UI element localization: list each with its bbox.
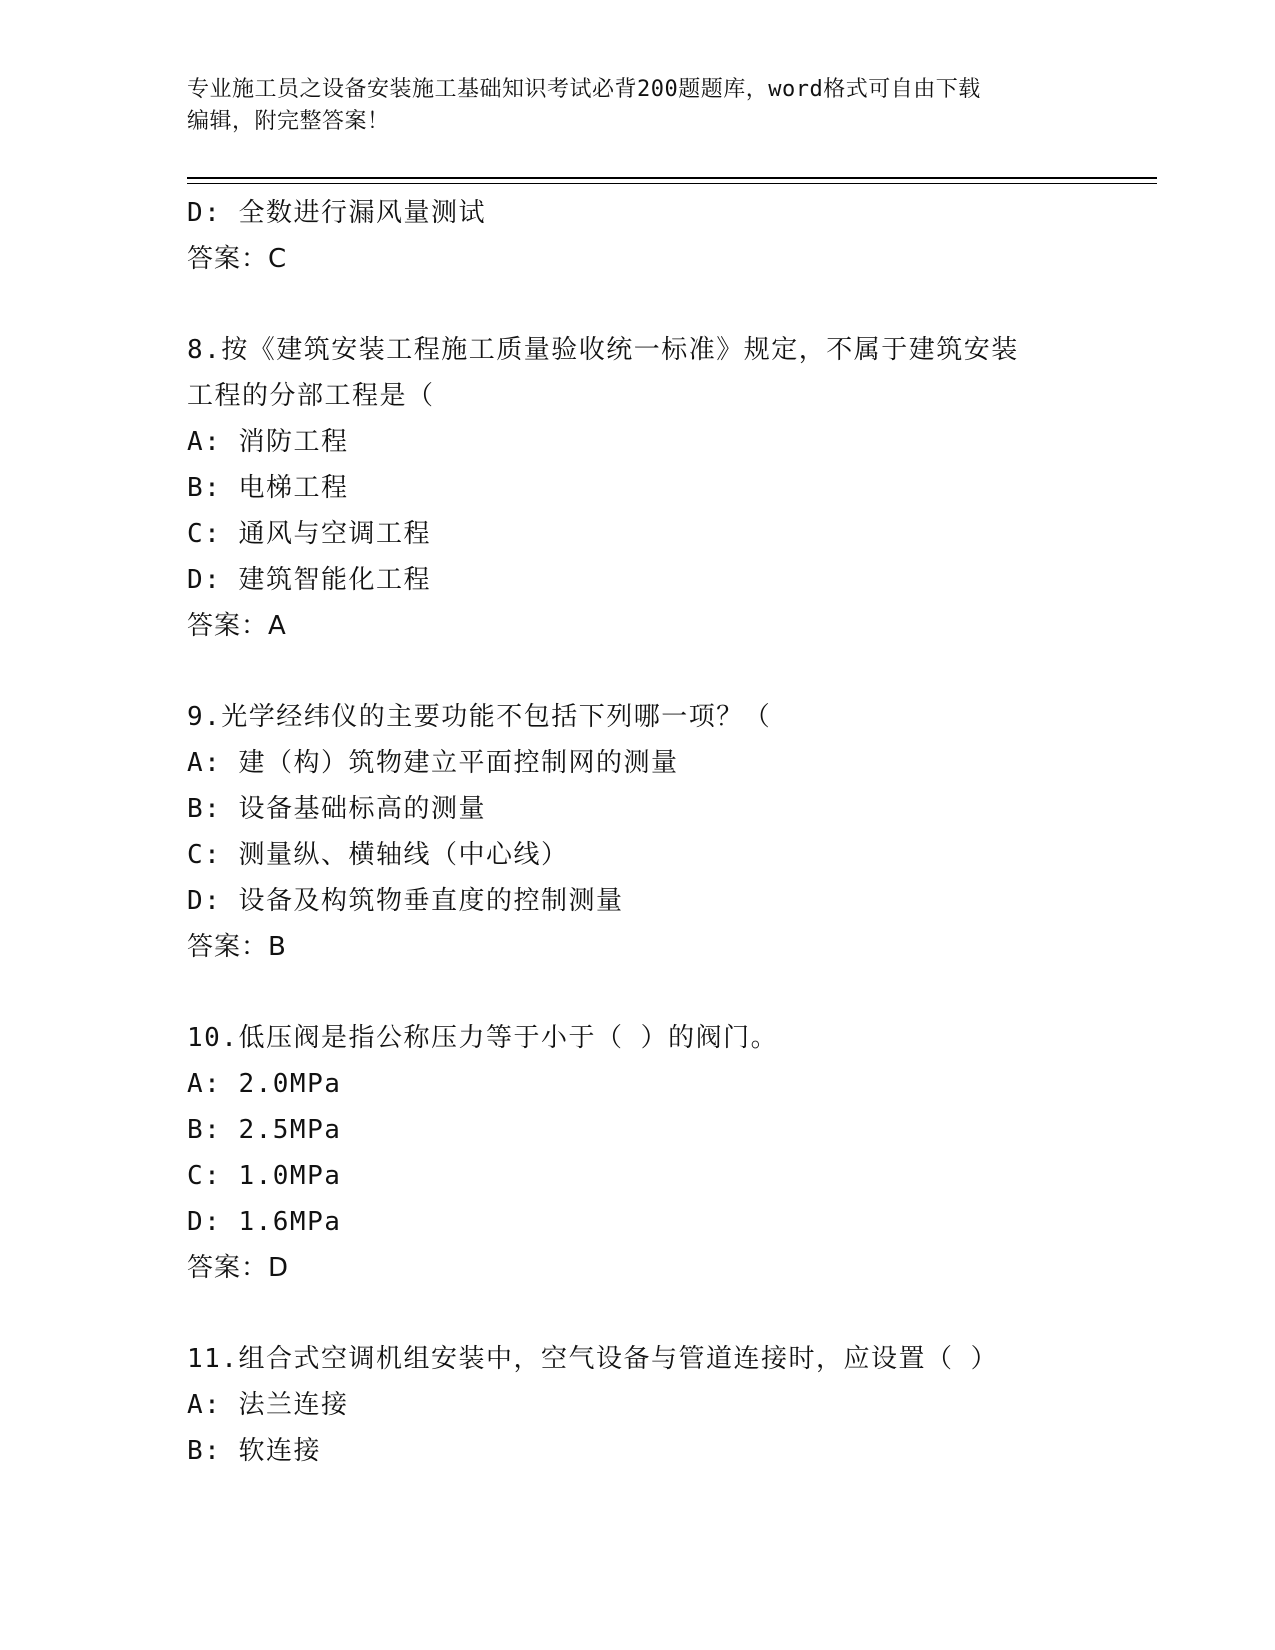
option-b: B: 设备基础标高的测量 [187, 794, 486, 824]
option-b: B: 软连接 [187, 1436, 321, 1466]
option-a: A: 法兰连接 [187, 1390, 349, 1420]
question-stem: 11.组合式空调机组安装中，空气设备与管道连接时，应设置（ ） [187, 1344, 999, 1374]
option-a: A: 2.0MPa [187, 1069, 342, 1099]
option-c: C: 1.0MPa [187, 1161, 342, 1191]
answer-line: 答案：A [187, 611, 287, 641]
previous-question-tail [187, 190, 1087, 282]
answer-line: 答案：B [187, 932, 287, 962]
question-9 [187, 694, 1087, 970]
question-stem: 8.按《建筑安装工程施工质量验收统一标准》规定，不属于建筑安装 [187, 335, 1019, 365]
option-b: B: 2.5MPa [187, 1115, 342, 1145]
question-list [187, 190, 1087, 1474]
header-rule-thick [187, 177, 1157, 179]
question-stem: 9.光学经纬仪的主要功能不包括下列哪一项？（ [187, 702, 772, 732]
header-line-2: 编辑，附完整答案！ [187, 109, 390, 134]
header-rule-thin [187, 183, 1157, 184]
question-10 [187, 1015, 1087, 1291]
option-d: D: 设备及构筑物垂直度的控制测量 [187, 886, 624, 916]
option-c: C: 测量纵、横轴线（中心线） [187, 840, 569, 870]
answer-line: 答案：C [187, 244, 288, 274]
option-a: A: 建（构）筑物建立平面控制网的测量 [187, 748, 679, 778]
option-d: D: 1.6MPa [187, 1207, 342, 1237]
option-a: A: 消防工程 [187, 427, 349, 457]
document-header [187, 74, 1087, 138]
header-line-1: 专业施工员之设备安装施工基础知识考试必背200题题库，word格式可自由下载 [187, 77, 981, 102]
question-8 [187, 327, 1087, 649]
question-11 [187, 1336, 1087, 1474]
option-c: C: 通风与空调工程 [187, 519, 431, 549]
option-d: D: 建筑智能化工程 [187, 565, 431, 595]
question-stem-continued: 工程的分部工程是（ [187, 381, 435, 411]
answer-line: 答案：D [187, 1253, 290, 1283]
option-d: D: 全数进行漏风量测试 [187, 198, 486, 228]
question-stem: 10.低压阀是指公称压力等于小于（ ）的阀门。 [187, 1023, 779, 1053]
option-b: B: 电梯工程 [187, 473, 349, 503]
